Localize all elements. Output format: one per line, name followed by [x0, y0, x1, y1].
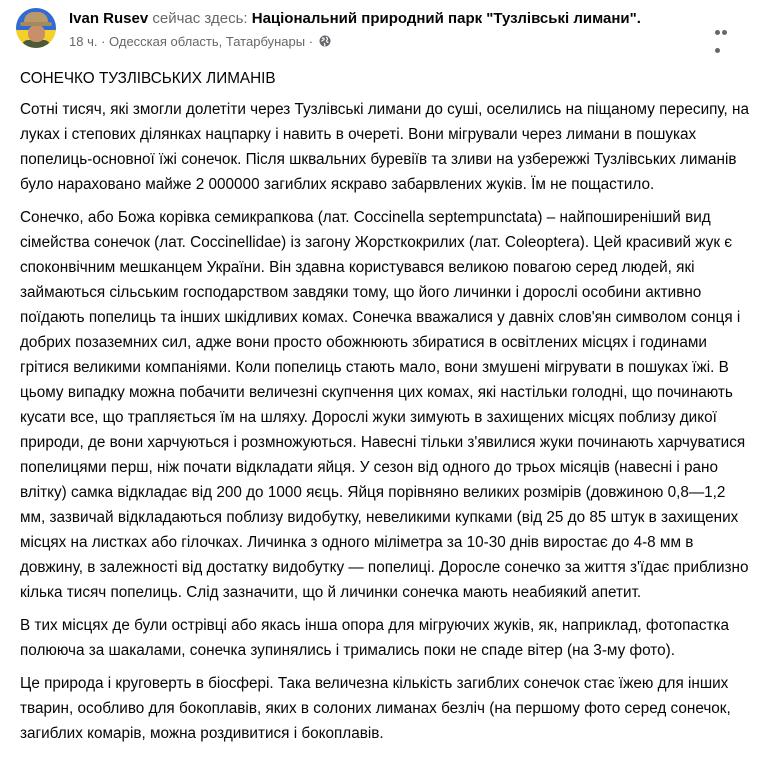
- post-heading: СОНЕЧКО ТУЗЛІВСЬКИХ ЛИМАНІВ: [20, 70, 276, 87]
- post-timestamp-link[interactable]: 18 ч.: [69, 34, 98, 49]
- post-paragraph-3: В тих місцях де були острівці або якась інша опора для мігруючих жуків, як, наприклад, фотопастка полююча за шакалами, сонечка зупинялись і тримались поки не спаде вітер (на 3-му фото).: [20, 617, 730, 659]
- more-options-icon[interactable]: [715, 22, 735, 28]
- post-header: [0, 0, 764, 62]
- meta-separator-2: ·: [305, 34, 317, 49]
- post-paragraph-2: Сонечко, або Божа корівка семикрапкова (лат. Coccinella septempunctata) – найпоширеніший вид сімейства сонечок (лат. Coccinellidae) із загону Жорсткокрилих (лат. Coleoptera). Цей красивий жук є споконвічним мешканцем України. Він здавна користувався великою повагою серед людей, які займаються сільським господарством завдяки тому, що його личинки і дорослі особини активно поїдають попелиць та інших шкідливих комах. Сонечка вважалися у давніх слов'ян символом сонця і добрих позаземних сил, адже вони просто обожнюють збиратися в освітлених місцях і годинами грітися великими компаніями. Коли попелиць стають мало, вони змушені мігрувати в пошуках їжі. В цьому випадку можна побачити величезні скупчення цих комах, які настільки голодні, що починають кусати все, що трапляється їм на шляху. Дорослі жуки зимують в захищених місцях поблизу дикої природи, де вони харчуються і розмножуються. Навесні тільки з'явилися жуки починають харчуватися попелицями перш, ніж почати відкладати яйця. У сезон від одного до трьох місяців (навесні і рано влітку) самка відкладає від 200 до 1000 яєць. Яйця порівняно великих розмірів (довжиною 0,8—1,2 мм, зазвичай відкладаються поблизу видобутку, невеликими купками (від 25 до 85 штук в захищених місцях на листках або гілочках. Личинка з одного міліметра за 10-30 днів виростає до 4-8 мм в довжину, в залежності від достатку видобутку — попелиці. Доросле сонечко за життя з'їдає приблизно кілька тисяч попелиць. Слід зазначити, що й личинки сонечка мають неабиякий апетит.: [20, 209, 749, 601]
- post-paragraph-4: Це природа і круговерть в біосфері. Така величезна кількість загиблих сонечок стає їжею для інших тварин, особливо для бокоплавів, яких в солоних лиманах безліч (на першому фото серед сонечок, загиблих комарів, можна роздивитися і бокоплавів.: [20, 675, 731, 742]
- checkin-action-text: сейчас здесь:: [148, 10, 252, 27]
- author-name-link[interactable]: Ivan Rusev: [69, 10, 149, 27]
- place-link[interactable]: Національний природний парк "Тузлівські лимани": [251, 10, 637, 27]
- location-link[interactable]: Одесская область, Татарбунары: [109, 34, 306, 49]
- post-title-line: [69, 9, 641, 29]
- globe-icon[interactable]: [319, 34, 331, 46]
- post-body: [20, 66, 750, 754]
- post-meta-line: [69, 33, 331, 51]
- author-avatar[interactable]: [16, 8, 56, 48]
- meta-separator: ·: [97, 34, 110, 49]
- place-suffix: .: [636, 10, 641, 27]
- avatar-face: [28, 25, 45, 42]
- avatar-hat-brim: [20, 22, 52, 26]
- post-paragraph-1: Сотні тисяч, які змогли долетіти через Тузлівські лимани до суші, оселились на піщаному пересипу, на луках і степових ділянках нацпарку і навить в очереті. Вони мігрували через лимани в пошуках попелиць-основної їжі сонечок. Після шквальних буревіїв та зливи на узбережжі Тузлівських лиманів було нараховано майже 2 000000 загиблих яскраво забарвлених жуків. Їм не пощастило.: [20, 101, 749, 193]
